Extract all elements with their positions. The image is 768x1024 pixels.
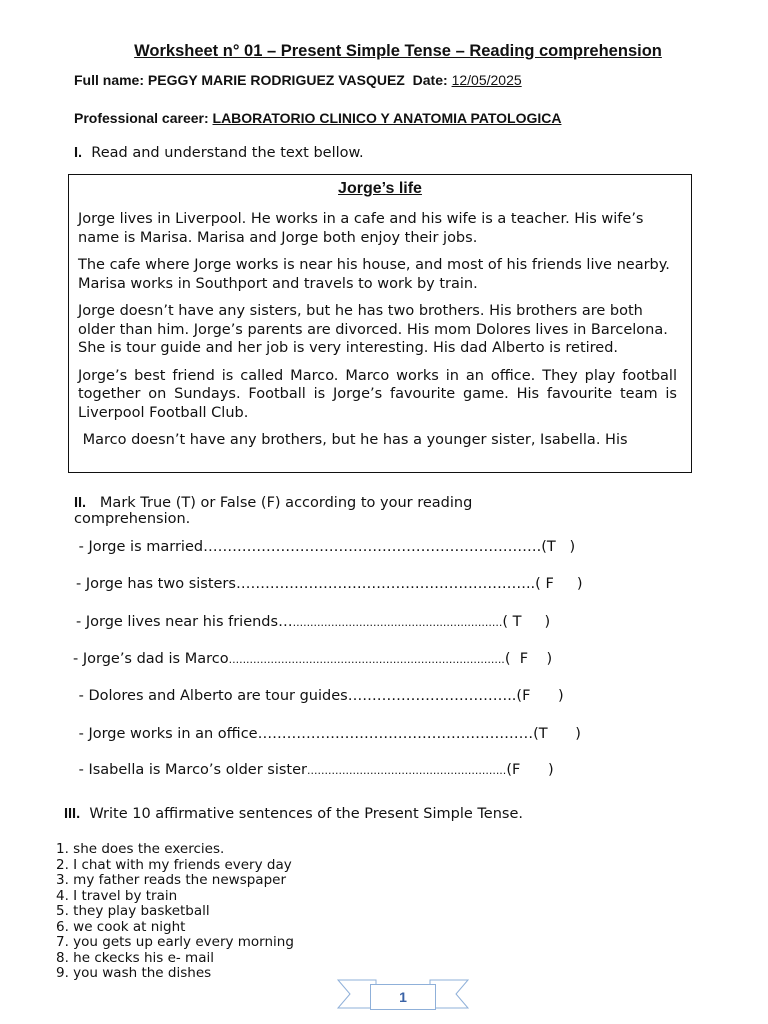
full-name-line xyxy=(74,72,522,88)
statement-answer: (F ) xyxy=(506,762,554,778)
sentence-item: 6. we cook at night xyxy=(56,918,186,935)
career-label: Professional career: xyxy=(74,110,209,126)
statement-answer: ( T ) xyxy=(502,614,551,630)
statement-text: - Dolores and Alberto are tour guides xyxy=(74,688,348,704)
statement-text: - Jorge is married xyxy=(74,539,204,555)
page-number-banner xyxy=(336,978,470,1012)
story-paragraph: Jorge lives in Liverpool. He works in a cafe and his wife is a teacher. His wife’s name is Marisa. Marisa and Jorge both enjoy their jobs. xyxy=(78,211,644,246)
statement-text: - Jorge lives near his friends… xyxy=(76,614,293,630)
section-1-heading xyxy=(74,145,364,161)
section-1-number: I. xyxy=(74,145,83,161)
career-line xyxy=(74,110,561,126)
full-name-value: PEGGY MARIE RODRIGUEZ VASQUEZ xyxy=(147,72,405,88)
section-2-instruction: Mark True (T) or False (F) according to your reading comprehension. xyxy=(74,495,473,527)
worksheet-title: Worksheet n° 01 – Present Simple Tense – Reading comprehension xyxy=(134,42,662,60)
sentence-item: 1. she does the exercies. xyxy=(56,841,225,857)
sentence-item: 8. he ckecks his e- mail xyxy=(56,949,214,966)
true-false-statement xyxy=(76,576,582,592)
true-false-statement xyxy=(74,688,564,704)
statement-answer: (F ) xyxy=(516,688,564,704)
section-2-heading xyxy=(74,495,544,527)
date-value: 12/05/2025 xyxy=(451,72,522,88)
career-value: LABORATORIO CLINICO Y ANATOMIA PATOLOGICA xyxy=(212,110,562,126)
statement-dots: …………………………….. xyxy=(347,688,517,704)
full-name-label: Full name: xyxy=(74,72,145,88)
date-label: Date xyxy=(412,72,444,88)
story-title: Jorge’s life xyxy=(338,180,422,197)
section-1-instruction: Read and understand the text bellow. xyxy=(91,145,364,161)
statement-dots: ............................................................ xyxy=(292,616,503,629)
true-false-statement xyxy=(74,539,575,555)
statement-text: - Jorge’s dad is Marco xyxy=(73,651,229,667)
sentence-item: 9. you wash the dishes xyxy=(56,965,212,981)
sentence-item: 4. I travel by train xyxy=(56,887,178,904)
reading-text-box xyxy=(68,174,692,473)
statement-dots: …………………………………………………….. xyxy=(235,576,536,592)
section-3-heading xyxy=(64,806,523,822)
section-3-instruction: Write 10 affirmative sentences of the Present Simple Tense. xyxy=(89,806,523,822)
story-paragraph: Jorge doesn’t have any sisters, but he has two brothers. His brothers are both older than him. Jorge’s parents are divorced. His mom Dolores lives in Barcelona. She is tour guide and her job is very interesting. His dad Alberto is retired. xyxy=(78,303,668,356)
sentence-item: 3. my father reads the newspaper xyxy=(56,872,287,888)
statement-text: - Isabella is Marco’s older sister xyxy=(74,762,307,778)
statement-answer: (T ) xyxy=(541,539,576,555)
page-number: 1 xyxy=(370,984,436,1010)
section-3-number: III. xyxy=(64,806,81,822)
true-false-statement xyxy=(74,762,554,778)
story-paragraph: Marco doesn’t have any brothers, but he has a younger sister, Isabella. His xyxy=(78,432,628,448)
statement-dots: ............................................................................... xyxy=(228,653,505,666)
sentence-list xyxy=(56,842,294,982)
true-false-statement xyxy=(74,726,581,742)
date-colon: : xyxy=(443,72,448,88)
statement-answer: ( F ) xyxy=(504,651,553,667)
story-paragraph: The cafe where Jorge works is near his house, and most of his friends live nearby. Marisa works in Southport and travels to work by train. xyxy=(78,257,670,292)
section-2-number: II. xyxy=(74,495,87,511)
story-paragraph: Jorge’s best friend is called Marco. Marco works in an office. They play football together on Sundays. Football is Jorge’s favourite game. His favourite team is Liverpool Football Club. xyxy=(78,367,677,421)
statement-answer: ( F ) xyxy=(535,576,583,592)
statement-text: - Jorge works in an office xyxy=(74,726,258,742)
true-false-statement xyxy=(73,651,552,667)
statement-text: - Jorge has two sisters xyxy=(76,576,236,592)
sentence-item: 7. you gets up early every morning xyxy=(56,934,294,950)
statement-dots: ………………………………………………… xyxy=(257,726,534,742)
sentence-item: 5. they play basketball xyxy=(56,903,210,919)
statement-dots: ……………………………………………………………. xyxy=(203,539,542,555)
statement-dots: ......................................................... xyxy=(307,764,507,777)
true-false-statement xyxy=(76,614,550,630)
sentence-item: 2. I chat with my friends every day xyxy=(56,856,292,873)
statement-answer: (T ) xyxy=(533,726,581,742)
